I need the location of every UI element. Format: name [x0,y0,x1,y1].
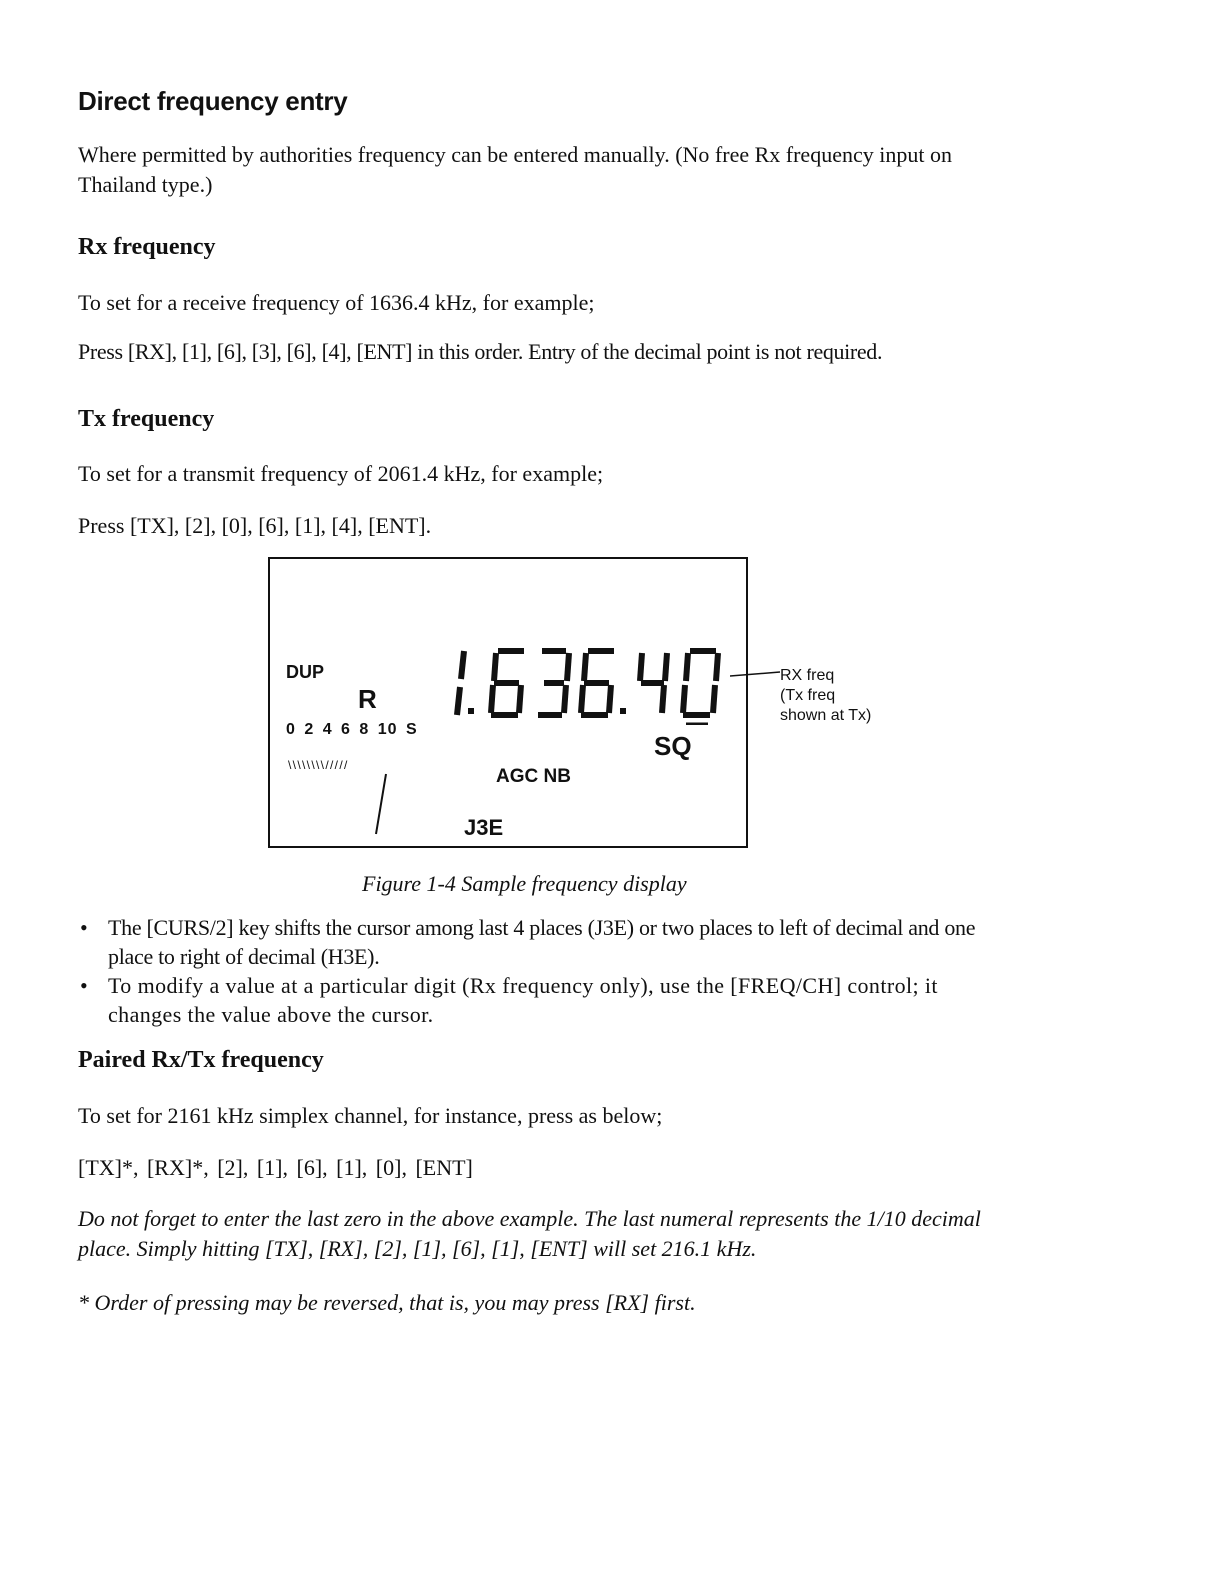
annotation-tx-freq: (Tx freq [780,687,836,704]
dup-indicator: DUP [286,662,325,682]
footnote-text: * Order of pressing may be reversed, that is, you may press [RX] first. [78,1290,696,1315]
r-indicator: R [358,684,377,714]
tx-press-text: Press [TX], [2], [0], [6], [1], [4], [ENT]. [78,513,432,538]
tx-example-text: To set for a transmit frequency of 2061.4 kHz, for example; [78,461,604,486]
list-item: • To modify a value at a particular digit (Rx frequency only), use the [FREQ/CH] control; it changes the value above the cursor. [78,971,1013,1029]
intro-paragraph: Where permitted by authorities frequency can be entered manually. (No free Rx frequency input on Thailand type.) [78,142,952,197]
figure-caption: Figure 1-4 Sample frequency display [362,871,687,896]
s-meter-ticks: \ \ \ \ \ \ \ \ / / / / / [288,758,347,772]
bullet-list [78,913,1013,1029]
paired-example-text: To set for 2161 kHz simplex channel, for instance, press as below; [78,1103,663,1128]
sq-indicator: SQ [654,731,692,761]
list-item: • The [CURS/2] key shifts the cursor among last 4 places (J3E) or two places to left of decimal and one place to right of decimal (H3E). [78,913,1013,971]
rx-frequency-heading: Rx frequency [78,234,216,260]
rx-example-text: To set for a receive frequency of 1636.4 kHz, for example; [78,290,595,315]
paired-note-text: Do not forget to enter the last zero in the above example. The last numeral represents the 1/10 decimal place. Simply hitting [TX], [RX], [2], [1], [6], [1], [ENT] will set 216.1 kHz. [78,1206,981,1261]
rx-press-text: Press [RX], [1], [6], [3], [6], [4], [ENT] in this order. Entry of the decimal point is not required. [78,339,883,364]
s-meter-needle [360,770,400,840]
mode-indicator: J3E [464,815,504,840]
annotation-leader-line [730,664,782,684]
annotation-rx-freq: RX freq [780,667,835,684]
agc-nb-indicator: AGC NB [496,766,571,787]
s-meter-scale: 0 2 4 6 8 10 S [286,721,418,738]
frequency-readout [446,645,736,725]
annotation-shown-at-tx: shown at Tx) [780,707,872,724]
page-title: Direct frequency entry [78,86,348,116]
paired-frequency-heading: Paired Rx/Tx frequency [78,1047,324,1073]
tx-frequency-heading: Tx frequency [78,406,215,432]
paired-keys-text: [TX]*, [RX]*, [2], [1], [6], [1], [0], [ENT] [78,1155,473,1180]
